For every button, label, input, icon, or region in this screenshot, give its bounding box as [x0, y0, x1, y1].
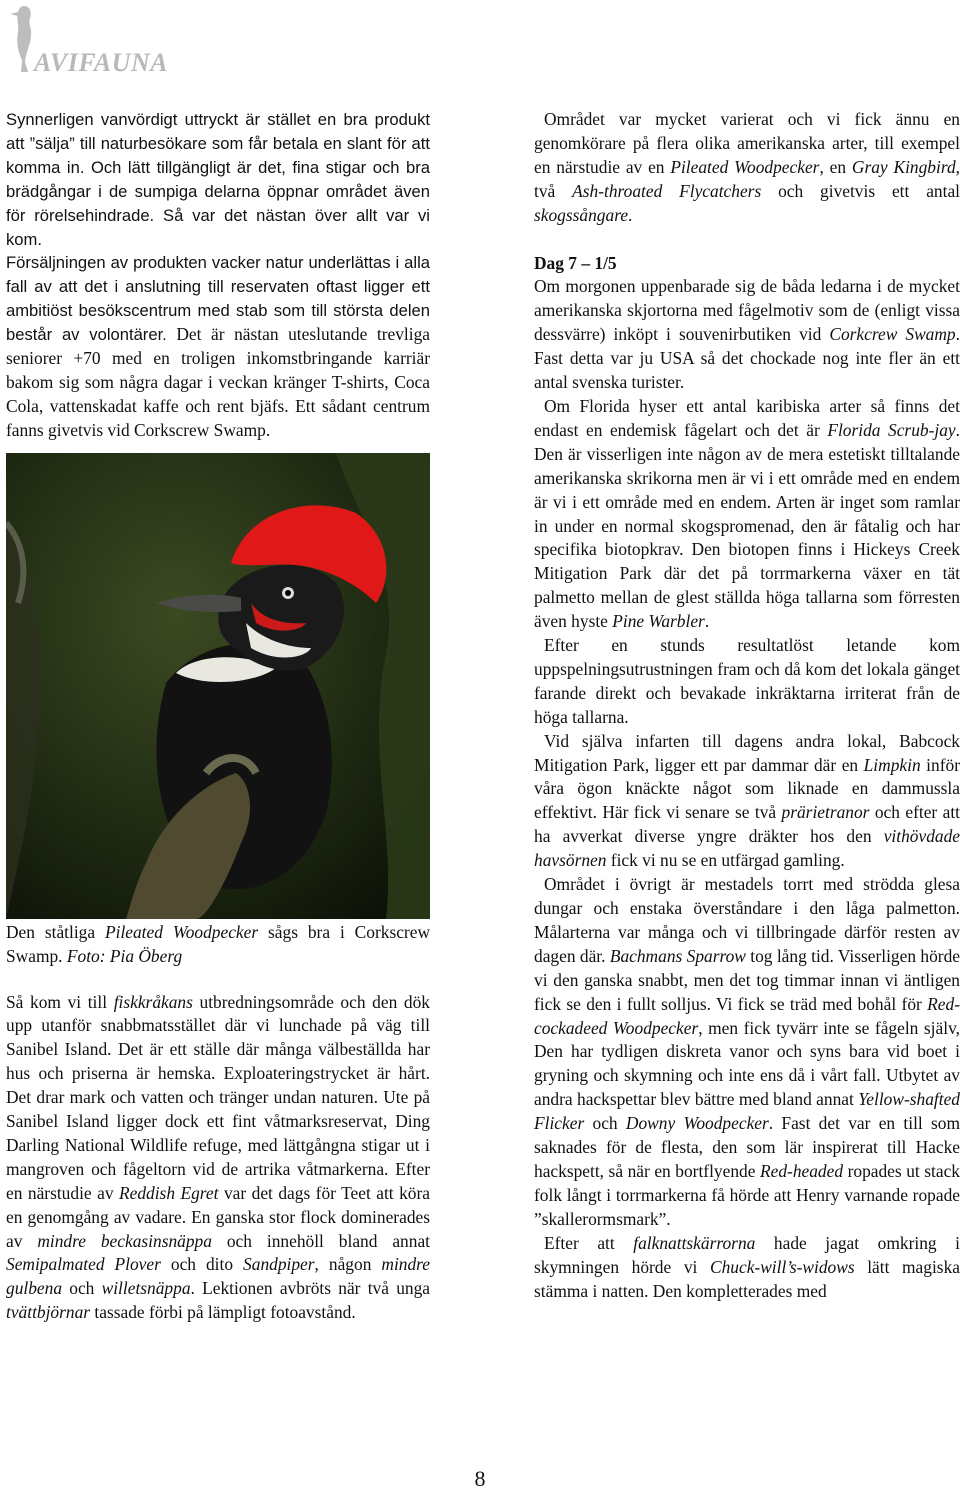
avifauna-logo	[4, 2, 174, 78]
paragraph: Efter en stunds resultatlöst letande kom uppspelningsutrustningen fram och då kom det lokala gänget farande direkt och bevakade inkräktarna irriterat från de höga tallarna.	[534, 635, 960, 727]
right-column	[534, 108, 960, 1303]
spacer	[6, 969, 430, 991]
photo-caption: Den ståtliga Pileated Woodpecker sågs bra i Corkscrew Swamp. Foto: Pia Öberg	[6, 921, 431, 966]
page-number: 8	[474, 1466, 486, 1491]
paragraph: Om morgonen uppenbarade sig de båda ledarna i de mycket amerikanska skjortorna med fågelmotiv som de (enligt vissa dessvärre) inköpt i souvenirbutiken vid Corkcrew Swamp. Fast detta var ju USA så det chockade nog inte fler än ett antal svenska turister.	[534, 276, 960, 393]
spacer	[534, 228, 960, 252]
left-column	[6, 108, 430, 1325]
woodpecker-photo	[6, 453, 430, 919]
paragraph: Om Florida hyser ett antal karibiska arter så finns det endast en endemisk fågelart och det är Florida Scrub-jay. Den är visserligen inte någon av de mera estetiskt tilltalande amerikanska skrikorna men är vi i ett område med en endem är vi i ett område med en endem. Arten är inget som ramlar in under en normal skogspromenad, den är fåtalig och har specifika biotopkrav. Den biotopen finns i Hickeys Creek Mitigation Park där det på torrmarkerna växer en tät palmetto mellan de glest ställda höga tallarna som förresten även hyste Pine Warbler.	[534, 395, 960, 632]
paragraph: Området var mycket varierat och vi fick ännu en genomkörare på flera olika amerikanska arter, till exempel en närstudie av en Pileated Woodpecker, en Gray Kingbird, två Ash-throated Flycatchers och givetvis ett antal skogssångare.	[534, 109, 960, 225]
paragraph: Området i övrigt är mestadels torrt med strödda glesa dungar och enstaka överståndare i den låga palmetton. Målarterna var många och vi tillbringade därför resten av dagen där. Bachmans Sparrow tog lång tid. Visserligen hörde vi den ganska snabbt, men det tog timmar innan vi äntligen fick se den i fullt solljus. Vi fick se träd med bohål för Red-cockadeed Woodpecker, men fick tyvärr inte se fågeln själv, Den har tydligen diskreta vanor och syns bara vid boet i gryning och skymning och inte ens då i vårt fall. Utbytet av andra hackspettar blev bättre med bland annat Yellow-shafted Flicker och Downy Woodpecker. Fast det var en till som saknades för de flesta, den som lär inspirerat till Hacke hackspett, så när en bortflyende Red-headed ropades ut stack folk långt i torrmarkerna få hörde att Henry varnande ropade ”skallerormsmark”.	[534, 874, 960, 1229]
section-heading: Dag 7 – 1/5	[534, 252, 617, 273]
paragraph: Vid själva infarten till dagens andra lokal, Babcock Mitigation Park, ligger ett par dammar där en Limpkin inför våra ögon knäckte något som liknade en dammussla effektivt. Här fick vi senare se två prärietranor och efter att ha avverkat diverse yngre dräkter hos den vithövdade havsörnen fick vi nu se en utfärgad gamling.	[534, 730, 960, 871]
paragraph: Så kom vi till fiskkråkans utbredningsområde och den dök upp utanför snabbmatsstället där vi lunchade på väg till Sanibel Island. Det är ett ställe där många välbeställda har hus och priserna är hemska. Exploateringstrycket är hårt. Det drar mark och vatten och tränger undan naturen. Ute på Sanibel Island ligger dock ett fint våtmarksreservat, Ding Darling National Wildlife refuge, med lättgångna stigar ut i mangroven och fågeltorn vid de artrika våtmarkerna. Efter en närstudie av Reddish Egret var det dags för Teet att köra en genomgång av vadare. En ganska stor flock dominerades av mindre beckasinsnäppa och innehöll bland annat Semipalmated Plover och dito Sandpiper, någon mindre gulbena och willetsnäppa. Lektionen avbröts när två unga tvättbjörnar tassade förbi på lämpligt fotoavstånd.	[6, 991, 431, 1323]
logo-text: AVIFAUNA	[34, 48, 169, 77]
paragraph: Efter att falknattskärrorna hade jagat omkring i skymningen hörde vi Chuck-will’s-widows lätt magiska stämma i natten. Den kompletterades med	[534, 1232, 960, 1301]
paragraph: Försäljningen av produkten vacker natur underlättas i alla fall av att det i anslutning till reservaten oftast ligger ett ambitiöst besökscentrum med stab som till största delen består av volontärer. Det är nästan uteslutande trevliga seniorer +70 med en troligen inkomstbringande karriär bakom sig som några dagar i veckan kränger T-shirts, Coca Cola, vattenskadat kaffe och rent bjäfs. Ett sådant centrum fanns givetvis vid Corkscrew Swamp.	[6, 253, 430, 440]
paragraph: Synnerligen vanvördigt uttryckt är stället en bra produkt att ”sälja” till naturbesökare som får betala en slant för att komma in. Och lätt tillgängligt är det, fina stigar och bra brädgångar i de sumpiga delarna öppnar området även för rörelsehindrade. Så var det nästan över allt var vi kom.	[6, 110, 430, 249]
